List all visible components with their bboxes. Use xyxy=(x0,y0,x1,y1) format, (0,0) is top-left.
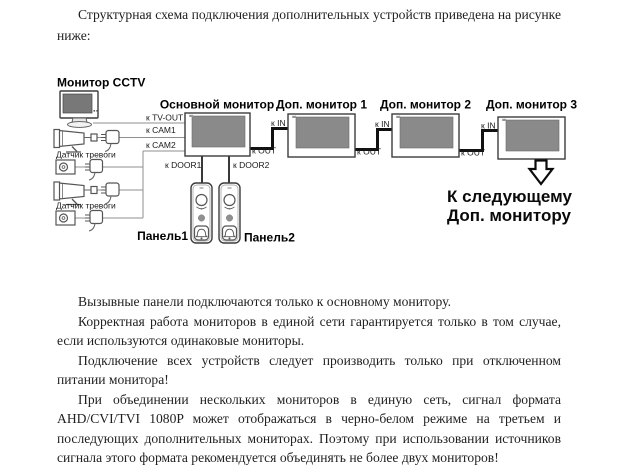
add-monitor3-screen xyxy=(506,120,559,151)
alarm-sensor1-label: Датчик тревоги xyxy=(56,149,116,160)
intro-paragraph: Структурная схема подключения дополнительных устройств приведена на рисунке ниже: xyxy=(57,7,561,43)
add-monitor1-box xyxy=(288,114,355,157)
main-monitor-label: Основной монитор xyxy=(159,97,275,112)
port-out1-label: к OUT xyxy=(357,146,382,157)
port-out2-label: к OUT xyxy=(461,147,486,158)
note-paragraph: При объединении нескольких мониторов в единую сеть, сигнал формата AHD/CVI/TVI 1080P может отображаться в черно-белом режиме на третьем и последующих дополнительных мониторах. Поэтому при использовании источников сигнала этого формата рекомендуется объединять не более двух мониторов! xyxy=(57,391,561,465)
main-monitor-box xyxy=(185,113,250,156)
next-monitor-caption-line2: Доп. монитору xyxy=(447,206,571,225)
add-monitor2-screen xyxy=(400,117,453,148)
next-monitor-arrow-icon xyxy=(530,161,553,185)
add-monitor3-label: Доп. монитор 3 xyxy=(485,97,578,112)
port-door2-label: к DOOR2 xyxy=(233,160,270,170)
alarm-sensor2-icon xyxy=(56,211,75,225)
next-monitor-caption-line1: К следующему xyxy=(447,187,572,206)
notes-block xyxy=(57,292,561,468)
port-tvout-label: к TV-OUT xyxy=(146,112,184,123)
camera1-power-adapter-icon xyxy=(101,131,119,152)
add-monitor2-box xyxy=(392,114,459,157)
port-door1-label: к DOOR1 xyxy=(165,160,202,170)
alarm-sensor2-label: Датчик тревоги xyxy=(56,200,116,211)
add-monitor1-screen xyxy=(296,117,349,148)
add-monitor3-box xyxy=(498,117,565,159)
sensor2-power-adapter-icon xyxy=(85,211,103,232)
port-cam2-label: к CAM2 xyxy=(146,140,176,150)
add-monitor1-label: Доп. монитор 1 xyxy=(275,97,368,112)
door-panel1-icon xyxy=(191,183,212,243)
cctv-monitor-label: Монитор CCTV xyxy=(57,75,146,90)
port-out-main-label: к OUT xyxy=(252,145,277,156)
note-paragraph: Подключение всех устройств следует производить только при отключенном питании монитора! xyxy=(57,352,561,387)
note-paragraph: Вызывные панели подключаются только к основному монитору. xyxy=(78,294,451,309)
panel2-label: Панель2 xyxy=(244,230,295,245)
panel1-label: Панель1 xyxy=(137,229,188,243)
port-in1-label: к IN xyxy=(271,118,286,128)
port-in3-label: к IN xyxy=(481,120,496,131)
door-panel2-icon xyxy=(219,183,240,243)
alarm-sensor1-icon xyxy=(56,160,75,174)
sensor1-power-adapter-icon xyxy=(85,160,103,181)
cctv-monitor-icon xyxy=(60,91,98,127)
note-paragraph: Корректная работа мониторов в единой сети гарантируется только в том случае, если используются одинаковые мониторы. xyxy=(57,313,561,348)
port-cam1-label: к CAM1 xyxy=(146,125,176,135)
port-in2-label: к IN xyxy=(375,119,390,129)
main-monitor-screen xyxy=(192,116,245,147)
add-monitor2-label: Доп. монитор 2 xyxy=(379,97,472,112)
